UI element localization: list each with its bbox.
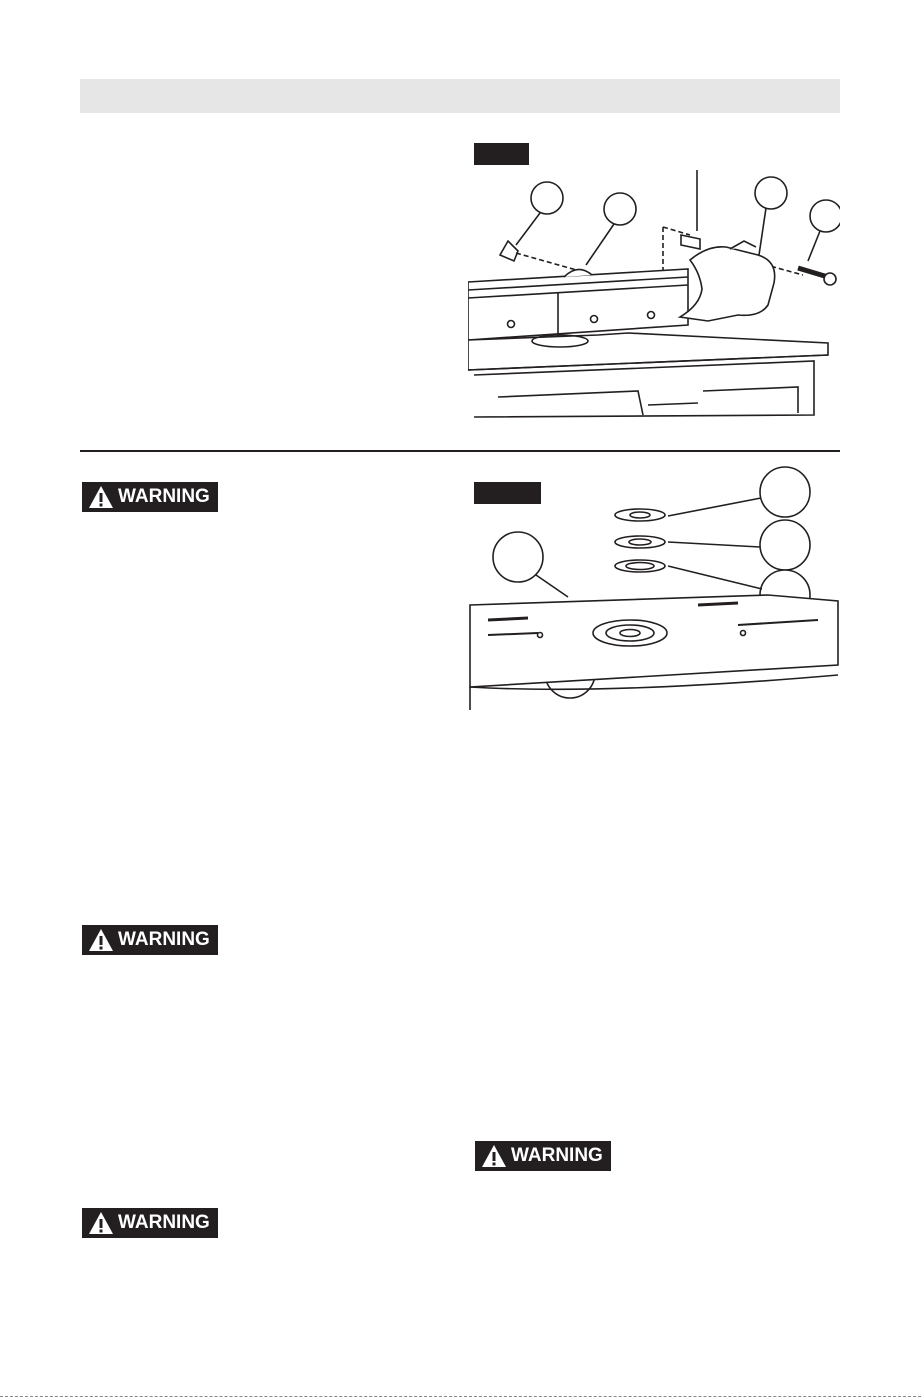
section-header-bar — [80, 79, 840, 113]
warning-label: WARNING — [118, 486, 210, 507]
warning-label: WARNING — [118, 1212, 210, 1233]
table-insert-illustration — [468, 465, 840, 710]
warning-badge — [82, 1208, 218, 1238]
figure-1-label-tab — [474, 143, 529, 165]
warning-label: WARNING — [511, 1145, 603, 1166]
warning-label: WARNING — [118, 929, 210, 950]
page-trim-line — [0, 1396, 921, 1397]
warning-triangle-icon — [88, 485, 114, 509]
fence-guard-illustration — [468, 165, 840, 420]
warning-triangle-icon — [481, 1144, 507, 1168]
section-divider — [80, 450, 840, 452]
warning-triangle-icon — [88, 928, 114, 952]
warning-triangle-icon — [88, 1211, 114, 1235]
warning-badge — [82, 925, 218, 955]
warning-badge — [475, 1141, 611, 1171]
warning-badge — [82, 482, 218, 512]
